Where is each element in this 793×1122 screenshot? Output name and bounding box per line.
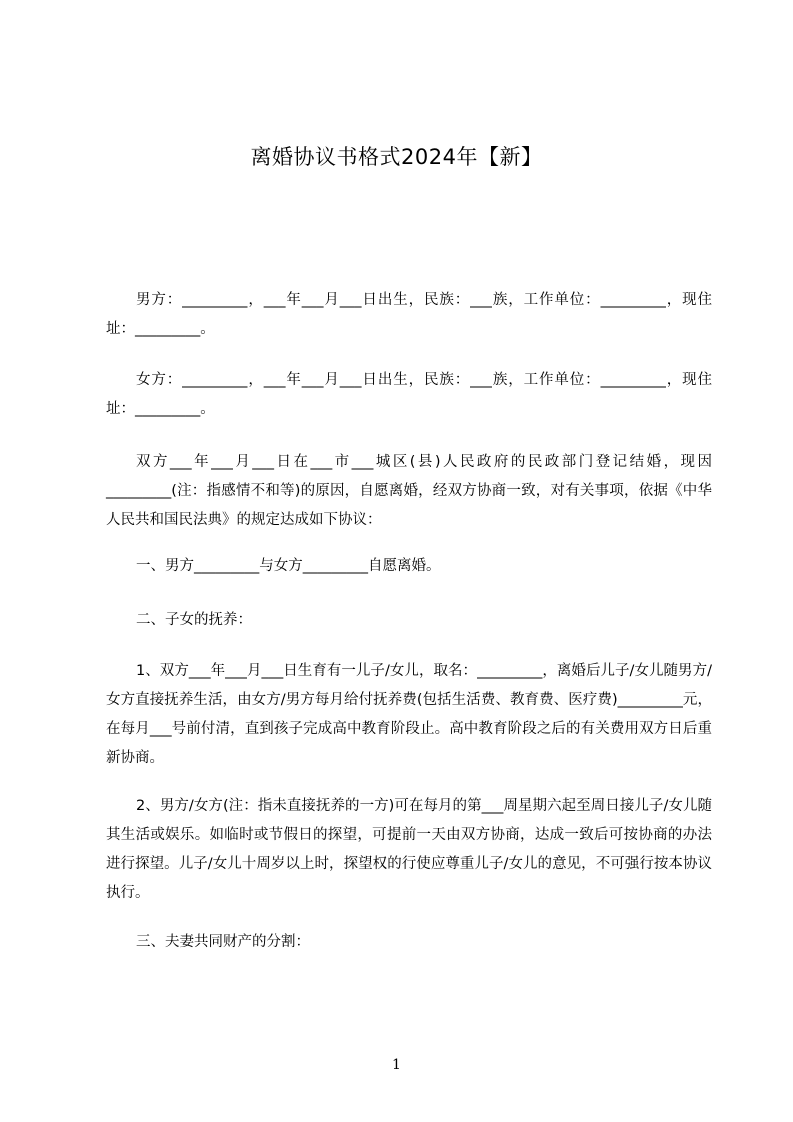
page-number: 1 [392, 1057, 401, 1073]
section-2-item-2: 2、男方/女方(注：指未直接抚养的一方)可在每月的第___周星期六起至周日接儿子/女儿随其生活或娱乐。如临时或节假日的探望，可提前一天由双方协商，达成一致后可按协商的办法进行探望。儿子/女儿十周岁以上时，探望权的行使应尊重儿子/女儿的意见，不可强行按本协议执行。 [106, 798, 712, 901]
section-2-item-1: 1、双方___年___月___日生育有一儿子/女儿，取名：_________，离婚后儿子/女儿随男方/女方直接抚养生活，由女方/男方每月给付抚养费(包括生活费、教育费、医疗费)_________元，在每月___号前付清，直到孩子完成高中教育阶段止。高中教育阶段之后的有关费用双方日后重新协商。 [106, 663, 712, 766]
section-3-heading: 三、夫妻共同财产的分割： [136, 934, 310, 950]
paragraph-female-info: 女方：_________，___年___月___日出生，民族：___族，工作单位：_________，现住址：_________。 [106, 372, 712, 417]
page-title: 离婚协议书格式2024年【新】 [250, 145, 543, 169]
section-2-heading: 二、子女的抚养： [136, 612, 252, 628]
section-1-divorce: 一、男方_________与女方_________自愿离婚。 [136, 558, 441, 574]
paragraph-male-info: 男方：_________，___年___月___日出生，民族：___族，工作单位：_________，现住址：_________。 [106, 292, 712, 337]
paragraph-intro: 双方___年___月___日在___市___城区(县)人民政府的民政部门登记结婚，现因_________(注：指感情不和等)的原因，自愿离婚，经双方协商一致，对有关事项，依据《中华人民共和国民法典》的规定达成如下协议： [106, 454, 712, 528]
